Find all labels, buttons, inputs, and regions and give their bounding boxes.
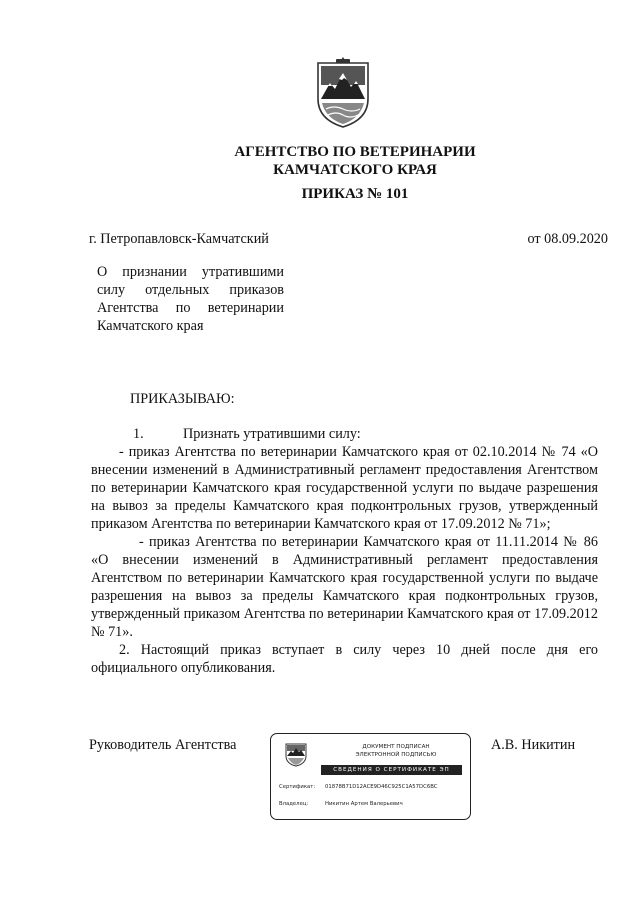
signer-name: А.В. Никитин	[491, 737, 576, 753]
paragraph-2: - приказ Агентства по ветеринарии Камчатского края от 11.11.2014 № 86 «О внесении изменений в Административный регламент предоставления Агентством по ветеринарии Камчатского края государственной услуги по выдаче разрешения на вывоз за пределы Камчатского края подконтрольных грузов, утвержденный приказом Агентства по ветеринарии Камчатского края от 17.09.2012 № 71».	[91, 534, 598, 640]
stamp-owner-row	[279, 801, 403, 807]
order-subject: О признании утратившими силу отдельных приказов Агентства по ветеринарии Камчатского края	[97, 264, 284, 334]
item-1-text: Признать утратившими силу:	[183, 426, 361, 442]
paragraph-1: - приказ Агентства по ветеринарии Камчатского края от 02.10.2014 № 74 «О внесении изменений в Административный регламент предоставления Агентством по ветеринарии Камчатского края государственной услуги по выдаче разрешения на вывоз за пределы Камчатского края подконтрольных грузов, утвержденный приказом Агентства по ветеринарии Камчатского края от 17.09.2012 № 71»;	[91, 444, 598, 532]
order-body	[91, 425, 598, 677]
stamp-owner-value: Никитин Артем Валерьевич	[325, 801, 403, 807]
agency-name	[0, 143, 640, 179]
e-signature-stamp	[270, 733, 471, 820]
stamp-line-2: ЭЛЕКТРОННОЙ ПОДПИСЬЮ	[355, 752, 437, 758]
item-1-number: 1.	[133, 426, 144, 442]
agency-line-2: КАМЧАТСКОГО КРАЯ	[273, 162, 437, 178]
stamp-cert-value: 01878B71D12ACE9D46C925C1A57DC6BC	[325, 784, 438, 790]
stamp-cert-row	[279, 784, 437, 790]
prikazyvayu-heading: ПРИКАЗЫВАЮ:	[130, 391, 235, 407]
stamp-header	[331, 743, 461, 759]
item-1	[91, 425, 598, 443]
city: г. Петропавловск-Камчатский	[89, 231, 269, 247]
stamp-line-1: ДОКУМЕНТ ПОДПИСАН	[362, 744, 430, 750]
agency-line-1: АГЕНТСТВО ПО ВЕТЕРИНАРИИ	[234, 144, 476, 160]
stamp-emblem-icon	[284, 741, 308, 767]
signer-role: Руководитель Агентства	[89, 737, 237, 753]
stamp-owner-label: Владелец:	[279, 801, 309, 807]
kamchatka-emblem-icon	[312, 55, 374, 129]
paragraph-3: 2. Настоящий приказ вступает в силу через 10 дней после дня его официального опубликования.	[91, 642, 598, 676]
stamp-cert-label: Сертификат:	[279, 784, 316, 790]
stamp-bar: СВЕДЕНИЯ О СЕРТИФИКАТЕ ЭП	[321, 765, 462, 775]
order-date: от 08.09.2020	[527, 231, 608, 247]
order-title: ПРИКАЗ № 101	[301, 186, 409, 202]
